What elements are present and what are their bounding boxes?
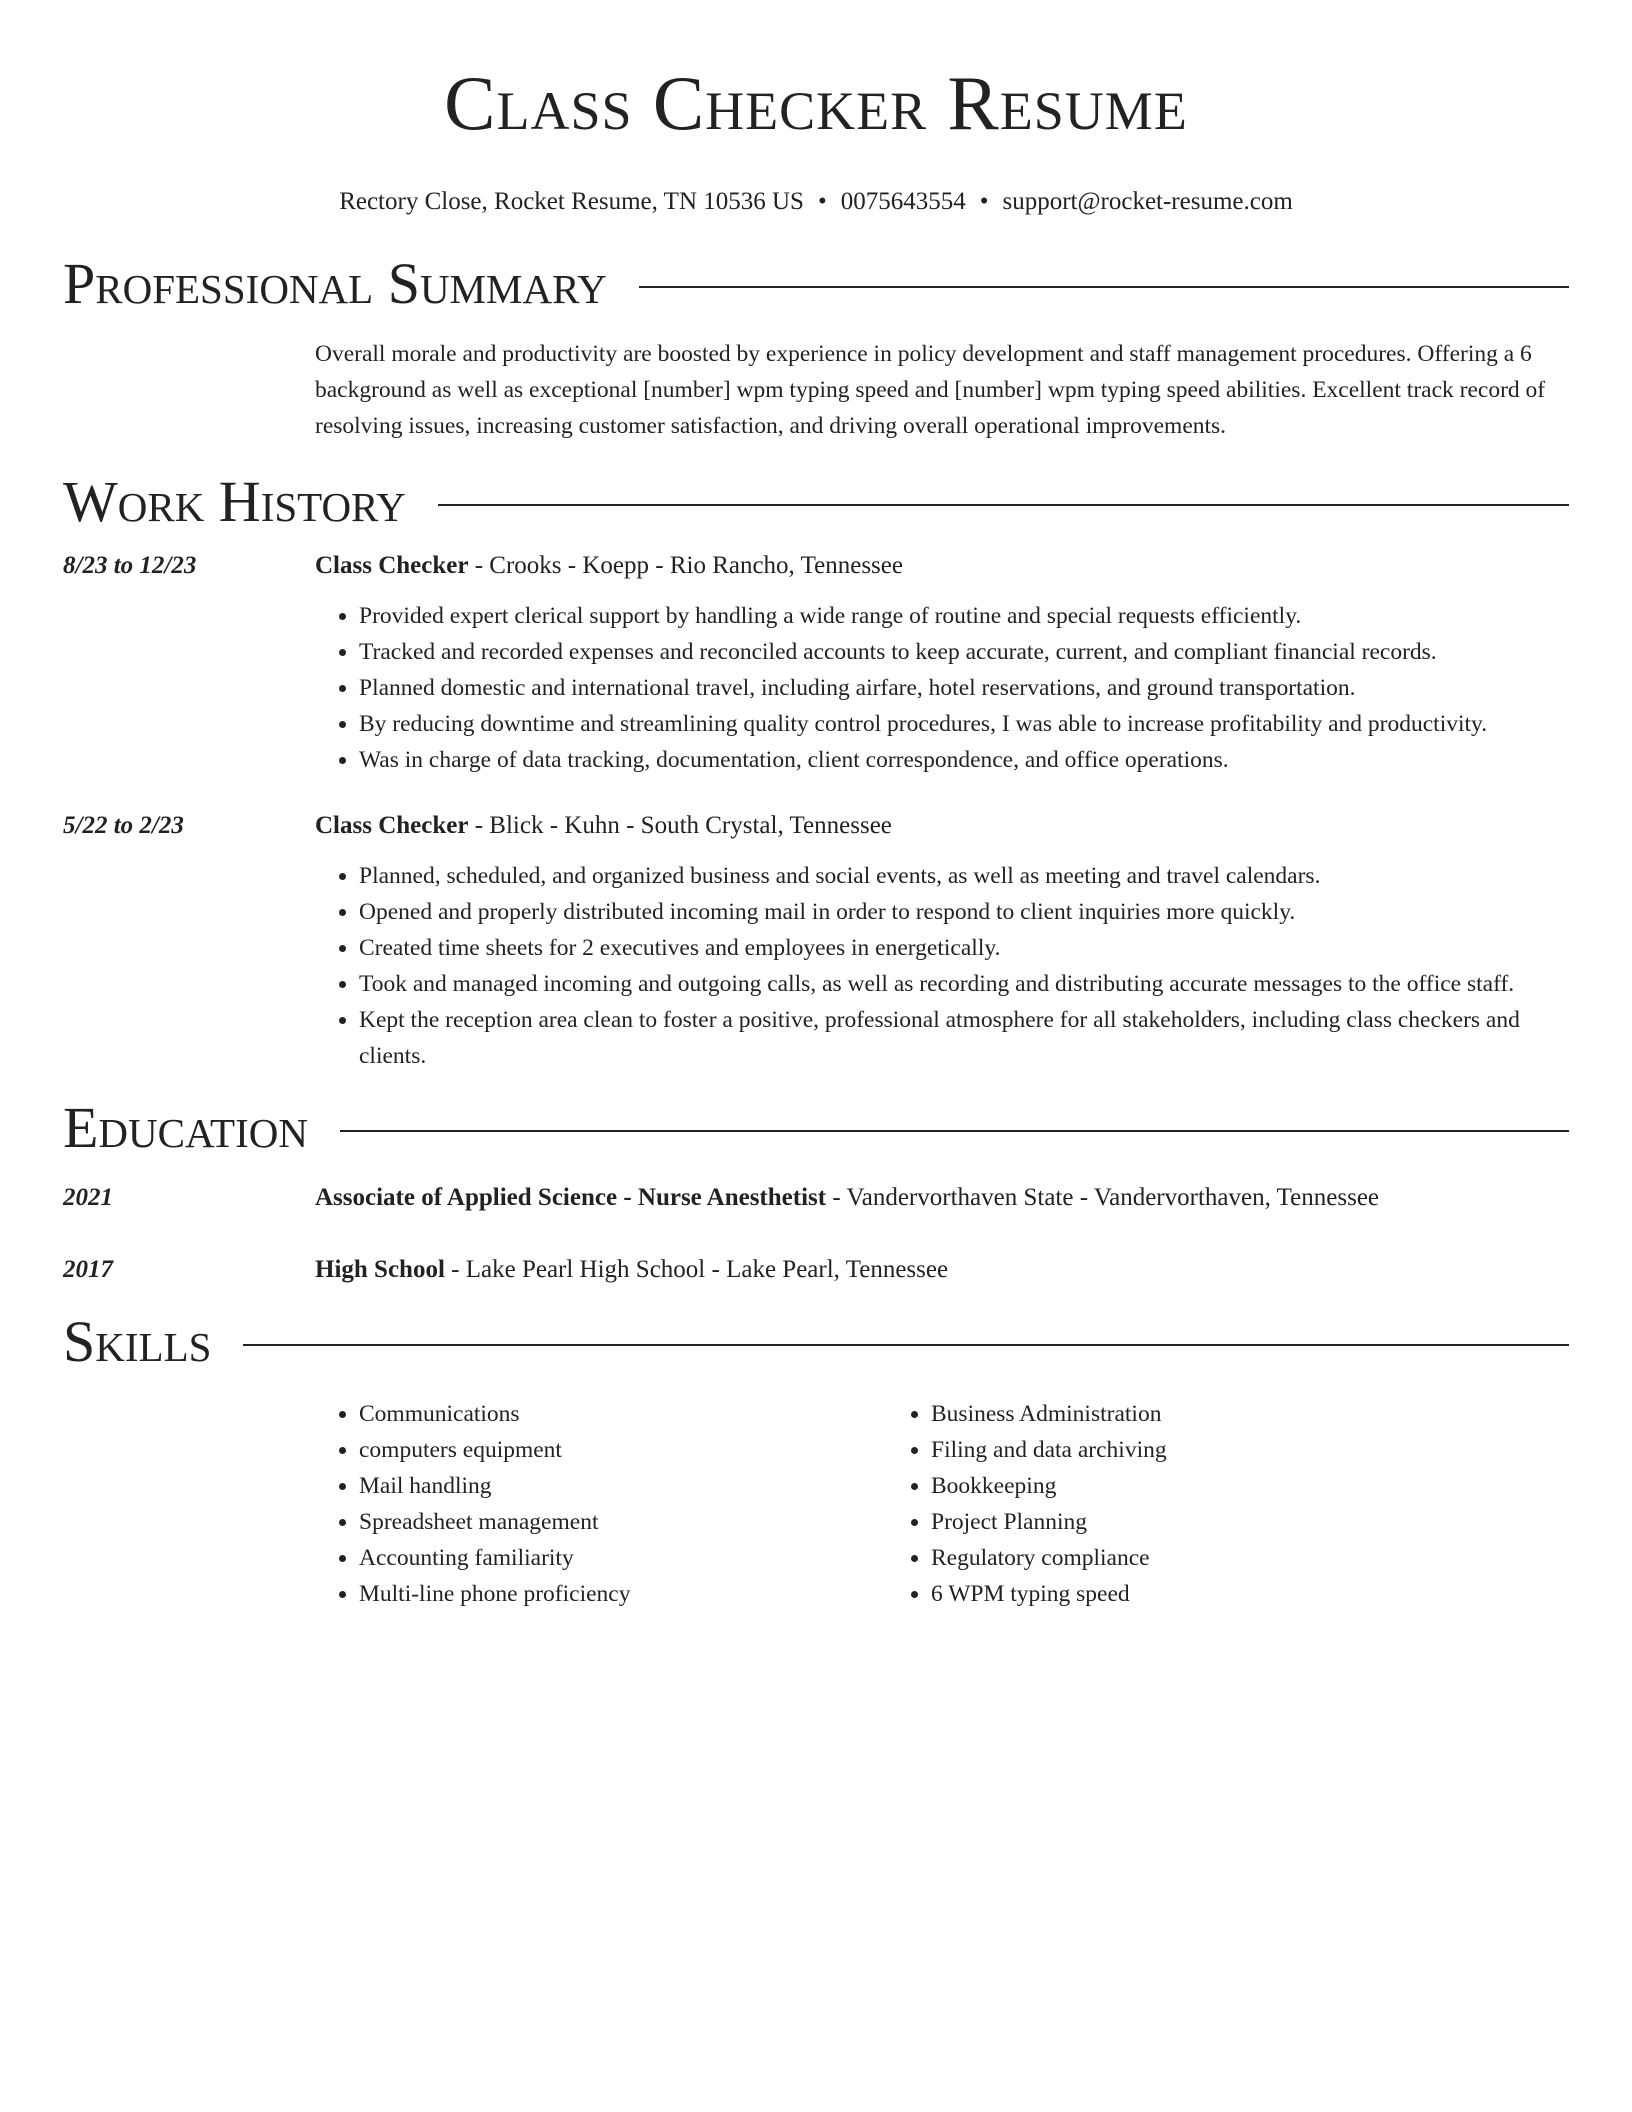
skills-section-title: Skills: [63, 1309, 212, 1374]
work-section-title: Work History: [63, 469, 406, 534]
skills-list-right: [887, 1396, 1459, 1612]
job-bullet: • Planned, scheduled, and organized business and social events, as well as meeting and travel calendars.: [359, 858, 1569, 894]
job-bullet: • Opened and properly distributed incoming mail in order to respond to client inquiries more quickly.: [359, 894, 1569, 930]
job-bullet: • Tracked and recorded expenses and reconciled accounts to keep accurate, current, and compliant financial records.: [359, 634, 1569, 670]
skills-list-left: [315, 1396, 887, 1612]
education-entry: [63, 1180, 1569, 1216]
contact-phone: 0075643554: [840, 188, 966, 215]
contact-email: support@rocket-resume.com: [1002, 188, 1293, 215]
education-heading: [315, 1180, 1569, 1216]
skill-item: • Project Planning: [931, 1504, 1459, 1540]
job-dates: 8/23 to 12/23: [63, 552, 197, 579]
section-divider: [243, 1344, 1569, 1346]
job-dates: 5/22 to 2/23: [63, 812, 184, 839]
job-bullet-list: [315, 598, 1569, 778]
job-bullet: • Kept the reception area clean to foster a positive, professional atmosphere for all stakeholders, including class checkers and clients.: [359, 1002, 1569, 1074]
education-year: 2021: [63, 1184, 113, 1211]
education-details: - Lake Pearl High School - Lake Pearl, Tennessee: [444, 1256, 949, 1283]
skill-item: • Multi-line phone proficiency: [359, 1576, 887, 1612]
skill-item: • Filing and data archiving: [931, 1432, 1459, 1468]
skills-columns: [315, 1396, 1569, 1612]
contact-separator: •: [817, 188, 827, 215]
resume-name: Class Checker Resume: [444, 60, 1188, 146]
contact-line: [63, 186, 1569, 218]
contact-address: Rectory Close, Rocket Resume, TN 10536 US: [339, 188, 804, 215]
job-details: - Blick - Kuhn - South Crystal, Tennessee: [468, 812, 892, 839]
summary-section-title: Professional Summary: [63, 251, 607, 316]
job-body: [315, 548, 1569, 778]
education-details: - Vandervorthaven State - Vandervorthaven, Tennessee: [826, 1184, 1380, 1211]
education-entry: [63, 1252, 1569, 1288]
section-divider: [340, 1130, 1569, 1132]
education-degree: High School: [315, 1256, 445, 1283]
job-bullet: • Created time sheets for 2 executives and employees in energetically.: [359, 930, 1569, 966]
section-divider: [639, 286, 1569, 288]
job-entry: [63, 808, 1569, 1074]
job-bullet: • By reducing downtime and streamlining quality control procedures, I was able to increase profitability and productivity.: [359, 706, 1569, 742]
job-bullet: • Planned domestic and international travel, including airfare, hotel reservations, and ground transportation.: [359, 670, 1569, 706]
job-position: Class Checker: [315, 812, 469, 839]
job-details: - Crooks - Koepp - Rio Rancho, Tennessee: [468, 552, 903, 579]
skill-item: • Regulatory compliance: [931, 1540, 1459, 1576]
job-body: [315, 808, 1569, 1074]
skill-item: • Business Administration: [931, 1396, 1459, 1432]
section-divider: [438, 504, 1569, 506]
education-section-header: [63, 1096, 1569, 1160]
job-heading: [315, 548, 1569, 584]
job-entry: [63, 548, 1569, 778]
education-degree: Associate of Applied Science - Nurse Anesthetist: [315, 1184, 827, 1211]
work-section-header: [63, 470, 1569, 534]
summary-text: Overall morale and productivity are boosted by experience in policy development and staff management procedures. Offering a 6 background as well as exceptional [number] wpm typing speed and [number] wpm typing speed abilities. Excellent track record of resolving issues, increasing customer satisfaction, and driving overall operational improvements.: [315, 341, 1546, 439]
job-bullet: • Provided expert clerical support by handling a wide range of routine and special requests efficiently.: [359, 598, 1569, 634]
summary-section-header: [63, 252, 1569, 316]
skill-item: • Mail handling: [359, 1468, 887, 1504]
education-year: 2017: [63, 1256, 113, 1283]
job-heading: [315, 808, 1569, 844]
skill-item: • Accounting familiarity: [359, 1540, 887, 1576]
skill-item: • computers equipment: [359, 1432, 887, 1468]
education-section-title: Education: [63, 1095, 308, 1160]
contact-separator: •: [979, 188, 989, 215]
education-heading: [315, 1252, 1569, 1288]
skills-section-header: [63, 1310, 1569, 1374]
job-position: Class Checker: [315, 552, 469, 579]
job-bullet: • Was in charge of data tracking, documentation, client correspondence, and office operations.: [359, 742, 1569, 778]
skill-item: • Spreadsheet management: [359, 1504, 887, 1540]
skill-item: • 6 WPM typing speed: [931, 1576, 1459, 1612]
job-bullet: • Took and managed incoming and outgoing calls, as well as recording and distributing accurate messages to the office staff.: [359, 966, 1569, 1002]
skill-item: • Bookkeeping: [931, 1468, 1459, 1504]
skill-item: • Communications: [359, 1396, 887, 1432]
job-bullet-list: [315, 858, 1569, 1074]
